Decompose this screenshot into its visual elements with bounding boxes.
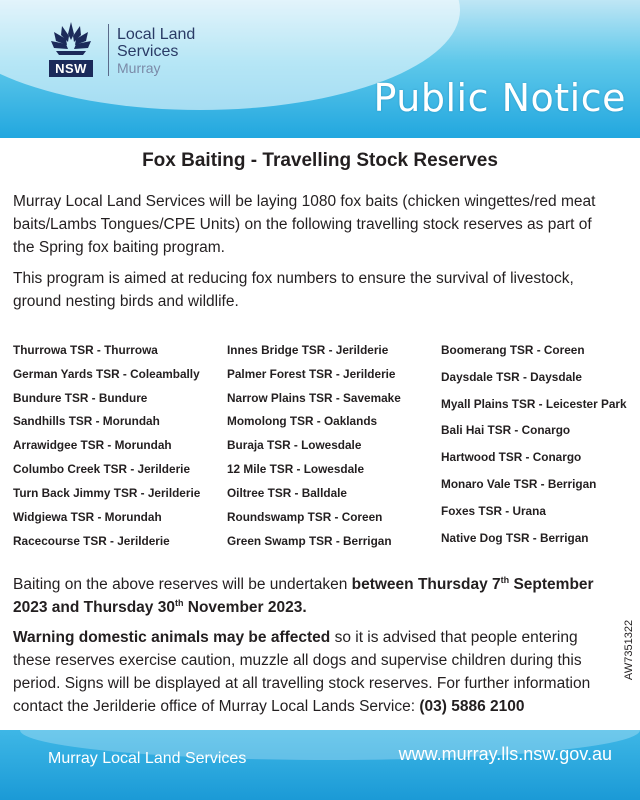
ad-reference-text: AW7351322 (623, 619, 635, 681)
reserve-item: Monaro Vale TSR - Berrigan (441, 477, 597, 491)
logo-divider (108, 24, 109, 76)
reserve-item: Roundswamp TSR - Coreen (227, 510, 383, 524)
reserve-item: Bundure TSR - Bundure (13, 391, 148, 405)
reserve-item: Thurrowa TSR - Thurrowa (13, 343, 158, 357)
public-notice-heading: Public Notice (373, 76, 626, 120)
logo-line-1: Local Land (117, 26, 196, 43)
reserve-item: Columbo Creek TSR - Jerilderie (13, 462, 190, 476)
baiting-dates-paragraph (13, 573, 613, 619)
reserve-item: Palmer Forest TSR - Jerilderie (227, 367, 396, 381)
logo-line-3: Murray (117, 60, 161, 76)
reserve-item: Bali Hai TSR - Conargo (441, 423, 571, 437)
nsw-lls-logo (42, 20, 195, 82)
reserve-item: Widgiewa TSR - Morundah (13, 510, 162, 524)
footer-banner (0, 730, 640, 800)
warning-body-text: so it is advised that people entering these reserves exercise caution, muzzle all dogs and supervise children during this period. Signs will be displayed at all travelling stock reserves. For further information contact the Jerilderie office of Murray Local Lands Service: (13, 629, 591, 715)
ad-reference-code (620, 605, 638, 695)
footer-website-link[interactable]: www.murray.lls.nsw.gov.au (398, 744, 612, 764)
logo-wordmark (117, 26, 195, 77)
reserve-item: Oiltree TSR - Balldale (227, 486, 347, 500)
warning-bold-text: Warning domestic animals may be affected (13, 629, 331, 646)
logo-line-2: Services (117, 43, 179, 60)
nsw-badge: NSW (49, 60, 93, 77)
reserve-item: Racecourse TSR - Jerilderie (13, 534, 170, 548)
reserve-item: Momolong TSR - Oaklands (227, 414, 378, 428)
ordinal-suffix: th (174, 597, 184, 608)
footer-organisation: Murray Local Land Services (48, 750, 247, 767)
reserve-item: Sandhills TSR - Morundah (13, 414, 160, 428)
reserve-item: Myall Plains TSR - Leicester Park (441, 397, 627, 411)
reserve-item: German Yards TSR - Coleambally (13, 367, 200, 381)
intro-paragraph: Murray Local Land Services will be laying 1080 fox baits (chicken wingettes/red meat baits/Lambs Tongues/CPE Units) on the following travelling stock reserves as part of the Spring fox baiting program. (13, 193, 596, 256)
reserve-item: Green Swamp TSR - Berrigan (227, 534, 392, 548)
notice-title: Fox Baiting - Travelling Stock Reserves (142, 150, 498, 171)
reserve-item: Buraja TSR - Lowesdale (227, 438, 362, 452)
reserve-item: 12 Mile TSR - Lowesdale (227, 462, 365, 476)
reserve-item: Foxes TSR - Urana (441, 504, 546, 518)
contact-phone: (03) 5886 2100 (419, 698, 525, 715)
baiting-date-end: November 2023. (183, 599, 307, 616)
baiting-date-middle: September 2023 and Thursday 30 (13, 576, 594, 616)
reserve-item: Boomerang TSR - Coreen (441, 343, 585, 357)
warning-paragraph (13, 626, 613, 718)
reserve-item: Narrow Plains TSR - Savemake (227, 391, 401, 405)
reserve-item: Daysdale TSR - Daysdale (441, 370, 582, 384)
waratah-icon (42, 20, 100, 82)
baiting-date-start: between Thursday 7 (351, 576, 501, 593)
aim-paragraph: This program is aimed at reducing fox numbers to ensure the survival of livestock, ground nesting birds and wildlife. (13, 270, 574, 310)
reserve-item: Innes Bridge TSR - Jerilderie (227, 343, 389, 357)
header-banner (0, 0, 640, 138)
reserve-item: Turn Back Jimmy TSR - Jerilderie (13, 486, 201, 500)
reserve-item: Arrawidgee TSR - Morundah (13, 438, 172, 452)
baiting-lead-text: Baiting on the above reserves will be undertaken (13, 576, 352, 593)
ordinal-suffix: th (500, 574, 510, 585)
reserve-item: Hartwood TSR - Conargo (441, 450, 582, 464)
reserve-item: Native Dog TSR - Berrigan (441, 531, 589, 545)
